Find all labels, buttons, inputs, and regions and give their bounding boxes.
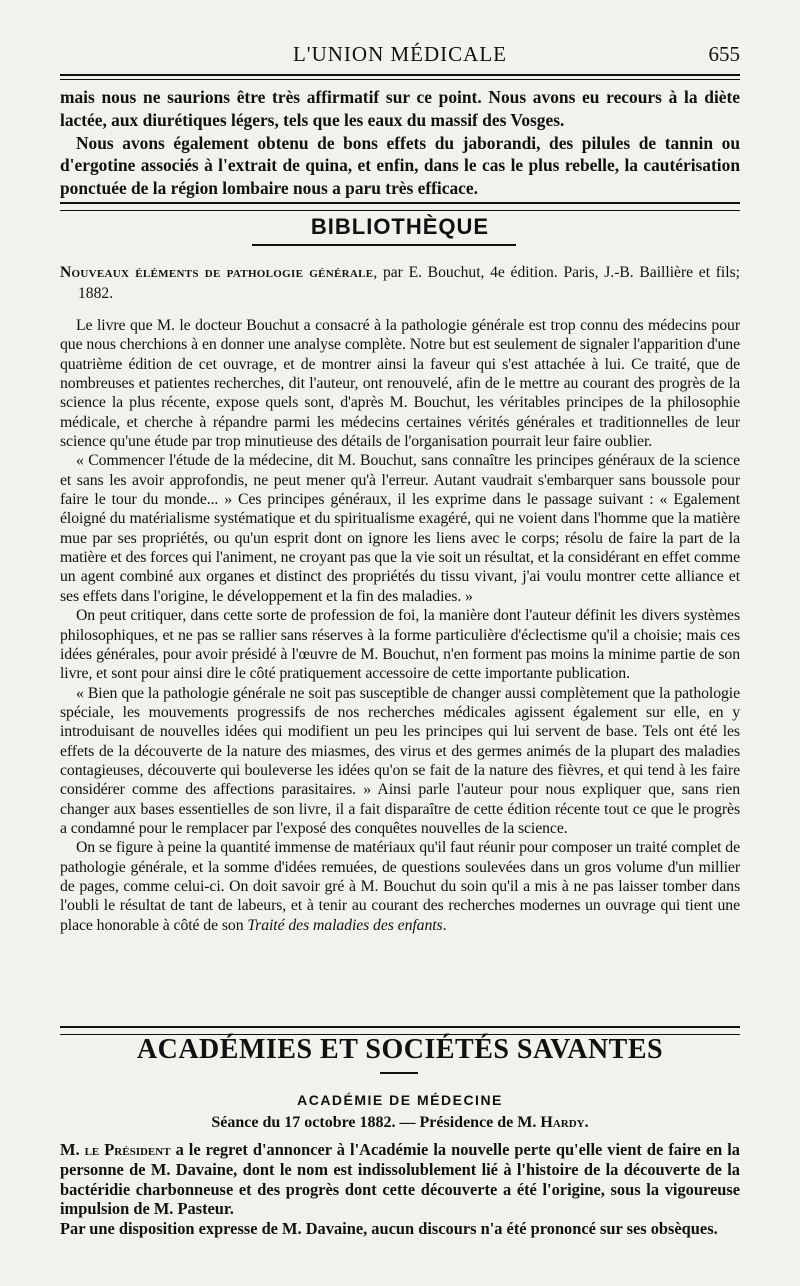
book-citation: [60, 262, 740, 304]
text-run: On se figure à peine la quantité immense de matériaux qu'il faut réunir pour composer un traité complet de pathologie générale, et la somme d'idées remuées, de questions soulevées dans un gros volume d'un millier de pages, comme celui-ci. On doit savoir gré à M. Bouchut du soin qu'il a mis à ne pas laisser tomber dans l'oubli le résultat de tant de labeurs, et à tenir au courant des recherches modernes un ouvrage qui tient une place honorable à côté de son: [60, 839, 740, 934]
section-heading-academies: ACADÉMIES ET SOCIÉTÉS SAVANTES: [136, 1034, 664, 1065]
section-heading-bibliotheque: BIBLIOTHÈQUE: [310, 214, 490, 239]
text-run: a le regret d'annoncer à l'Académie la nouvelle perte qu'elle vient de faire en la personne de M. Davaine, dont le nom est indissolublement lié à l'histoire de la découverte de la bactéridie charbonneuse et des progrès dont cette découverte a été l'origine, sous la vigoureuse impulsion de M. Pasteur.: [60, 1140, 740, 1219]
paragraph: Par une disposition expresse de M. Davaine, aucun discours n'a été prononcé sur ses obsèques.: [60, 1219, 718, 1239]
header-rule-thin: [60, 79, 740, 80]
speaker: M. le Président: [60, 1140, 171, 1159]
italic-title: Traité des maladies des enfants: [247, 916, 443, 934]
paragraph: mais nous ne saurions être très affirmatif sur ce point. Nous avons eu recours à la diète lactée, aux diurétiques légers, tels que les eaux du massif des Vosges.: [60, 87, 740, 130]
journal-title: L'UNION MÉDICALE: [292, 42, 507, 66]
paragraph: [60, 1140, 740, 1219]
academie-report: [60, 1140, 740, 1239]
heading-underline: [252, 244, 516, 246]
paragraph: Le livre que M. le docteur Bouchut a consacré à la pathologie générale est trop connu des médecins pour que nous cherchions à en donner une analyse complète. Notre but est seulement de signaler l'apparition d'une quatrième édition de cet ouvrage, et de montrer ainsi la faveur qui s'est attachée à lui. Ce traité, que de nombreuses et patientes recherches, dit l'auteur, ont renouvelé, afin de le mettre au courant des progrès de la science la plus récente, expose quels sont, d'après M. Bouchut, les véritables principes de la philosophie médicale, et cherche à répandre parmi les médecins certaines vérités générales et traditionnelles de leur science qu'une étude par trop minutieuse des détails de l'organisation pourrait leur faire oublier.: [60, 317, 740, 451]
review-body: [60, 316, 740, 935]
heading-underline: [380, 1072, 418, 1074]
subheading-academie: ACADÉMIE DE MÉDECINE: [297, 1092, 503, 1108]
text-run: .: [584, 1114, 589, 1131]
running-header: [60, 42, 740, 68]
paragraph: « Bien que la pathologie générale ne soit pas susceptible de changer aussi complètement que la pathologie spéciale, les mouvements progressifs de nos recherches médicales agissent également sur elle, en y introduisant de nouvelles idées qui modifient un peu les principes qui lui servent de base. Tels ont été les effets de la découverte de la nature des miasmes, des virus et des germes animés de la plupart des maladies contagieuses, découverte qui bouleverse les idées qu'on se fait de la nature des fièvres, et qui tend à les faire considérer comme des affections parasitaires. » Ainsi parle l'auteur pour nous expliquer que, sans rien changer aux bases essentielles de son livre, il a fait disparaître de cette édition récente tout ce que le progrès a condamné pour le remplacer par l'exposé des conquêtes nouvelles de la science.: [60, 684, 740, 837]
paragraph: Nous avons également obtenu de bons effets du jaborandi, des pilules de tannin ou d'ergotine associés à l'extrait de quina, et enfin, dans le cas le plus rebelle, la cautérisation ponctuée de la région lombaire nous a paru très efficace.: [60, 132, 740, 199]
text-run: Séance du 17 octobre 1882. — Présidence de M.: [211, 1114, 541, 1131]
continued-article: [60, 86, 740, 200]
president-name: Hardy: [540, 1114, 585, 1131]
paragraph: « Commencer l'étude de la médecine, dit M. Bouchut, sans connaître les principes généraux de la science et sans les avoir approfondis, ne peut mener qu'à l'erreur. Autant vaudrait s'embarquer sans boussole pour faire le tour du monde... » Ces principes généraux, il les exprime dans le passage suivant : « Egalement éloigné du matérialisme systématique et du spiritualisme exagéré, qui ne voient dans l'homme que la matière mue par ses propriétés, ou qu'un esprit dont on ignore les liens avec le corps; résolu de faire la part de la matière et des forces qui l'animent, ne croyant pas que la vie soit un résultat, et la considérant en effet comme un agent combiné aux organes et distinct des propriétés du tissu vivant, j'ai voulu montrer cette alliance et ses effets dans l'origine, le développement et la fin des maladies. »: [60, 452, 740, 605]
book-title: Nouveaux éléments de pathologie générale: [60, 264, 374, 281]
paragraph: On peut critiquer, dans cette sorte de profession de foi, la manière dont l'auteur définit les divers systèmes philosophiques, et ne pas se rallier sans réserves à la forme particulière d'éclectisme qu'il a choisie; mais ces idées générales, pour avoir présidé à l'œuvre de M. Bouchut, n'en forment pas moins la minime partie de son livre, et sont pour ainsi dire le côté pratiquement accessoire de cette importante publication.: [60, 607, 740, 683]
header-rule: [60, 74, 740, 76]
text-run: .: [442, 916, 447, 934]
seance-line: [60, 1114, 740, 1132]
section-divider: [60, 202, 740, 211]
book-details: , par E. Bouchut, 4e édition. Paris, J.-B. Baillière et fils; 1882.: [78, 264, 740, 302]
paragraph: [60, 838, 740, 935]
page-number: 655: [708, 42, 740, 66]
